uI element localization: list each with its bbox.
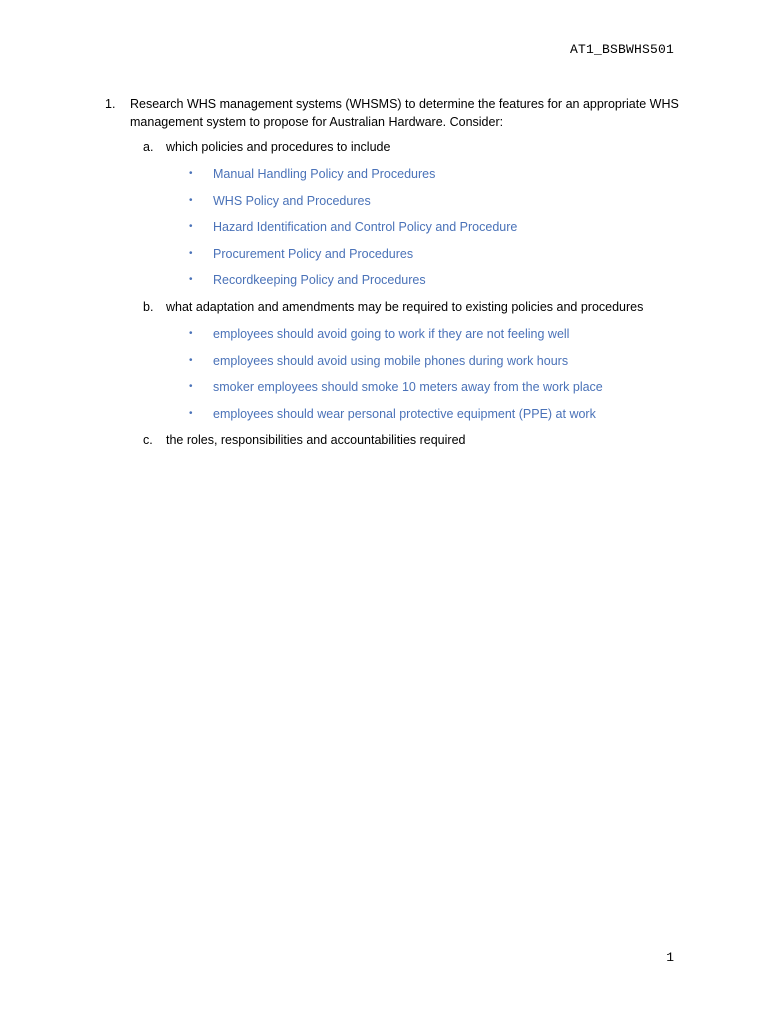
question-block xyxy=(105,95,685,458)
answer-bullet xyxy=(189,192,685,212)
answer-bullet xyxy=(189,245,685,265)
bullet-icon: • xyxy=(189,381,193,393)
part-text: the roles, responsibilities and accountabilities required xyxy=(166,433,466,448)
part-row xyxy=(143,138,685,158)
answer-text: employees should avoid going to work if they are not feeling well xyxy=(213,326,570,341)
page-number: 1 xyxy=(666,950,674,965)
bullet-icon: • xyxy=(189,221,193,233)
answer-bullet xyxy=(189,405,685,425)
question-row xyxy=(105,95,685,131)
part-letter: c. xyxy=(143,433,153,448)
part-letter: a. xyxy=(143,140,154,154)
part-text: which policies and procedures to include xyxy=(166,140,391,154)
document-reference-header: AT1_BSBWHS501 xyxy=(569,42,674,57)
answer-bullet xyxy=(189,325,685,345)
bullet-icon: • xyxy=(189,247,193,259)
answer-bullet xyxy=(189,165,685,185)
answer-text: employees should wear personal protective equipment (PPE) at work xyxy=(213,406,596,421)
question-number: 1. xyxy=(105,97,116,111)
answer-text: employees should avoid using mobile phones during work hours xyxy=(213,353,569,368)
bullet-icon: • xyxy=(189,327,193,339)
part-row xyxy=(143,298,685,318)
answer-text: WHS Policy and Procedures xyxy=(213,193,371,208)
question-text: Research WHS management systems (WHSMS) to determine the features for an appropriate WHS management system to propose for Australian Hardware. Consider: xyxy=(130,97,679,129)
answer-text: Procurement Policy and Procedures xyxy=(213,246,414,261)
bullet-icon: • xyxy=(189,194,193,206)
answer-bullet xyxy=(189,378,685,398)
question-part-a xyxy=(143,138,685,291)
part-row xyxy=(143,431,685,451)
bullet-icon: • xyxy=(189,407,193,419)
bullet-icon: • xyxy=(189,168,193,179)
answer-bullet-list xyxy=(189,325,685,425)
question-part-c xyxy=(143,431,685,451)
answer-text: Manual Handling Policy and Procedures xyxy=(213,167,436,181)
part-letter: b. xyxy=(143,299,154,314)
answer-bullet xyxy=(189,271,685,291)
question-parts xyxy=(143,138,685,451)
bullet-icon: • xyxy=(189,354,193,366)
part-text: what adaptation and amendments may be required to existing policies and procedures xyxy=(166,299,644,314)
answer-bullet xyxy=(189,218,685,238)
answer-bullet xyxy=(189,352,685,372)
answer-bullet-list xyxy=(189,165,685,291)
bullet-icon: • xyxy=(189,274,193,286)
answer-text: Hazard Identification and Control Policy and Procedure xyxy=(213,220,518,235)
answer-text: Recordkeeping Policy and Procedures xyxy=(213,273,426,288)
answer-text: smoker employees should smoke 10 meters away from the work place xyxy=(213,380,603,395)
question-part-b xyxy=(143,298,685,425)
